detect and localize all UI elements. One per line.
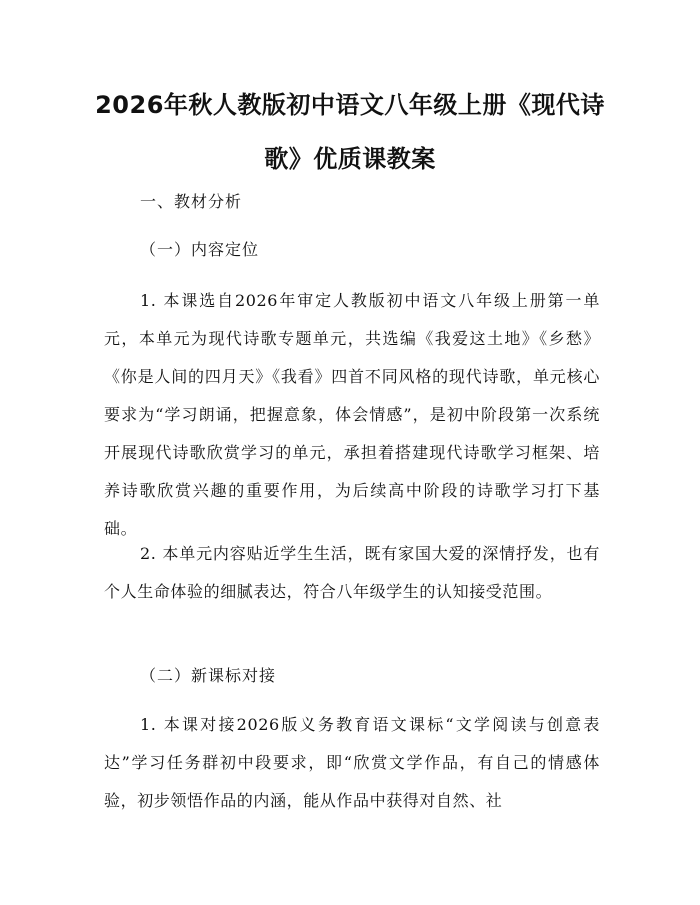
- subsection-heading-content-positioning: （一）内容定位: [140, 240, 260, 259]
- paragraph-content-positioning-2: 2. 本单元内容贴近学生生活，既有家国大爱的深情抒发，也有个人生命体验的细腻表达，符合八年级学生的认知接受范围。: [104, 544, 600, 601]
- section-heading-textbook-analysis: 一、教材分析: [140, 192, 243, 211]
- paragraph-content-positioning-1: 1. 本课选自2026年审定人教版初中语文八年级上册第一单元，本单元为现代诗歌专题单元，共选编《我爱这土地》《乡愁》《你是人间的四月天》《我看》四首不同风格的现代诗歌，单元核心要求为“学习朗诵，把握意象，体会情感”，是初中阶段第一次系统开展现代诗歌欣赏学习的单元，承担着搭建现代诗歌学习框架、培养诗歌欣赏兴趣的重要作用，为后续高中阶段的诗歌学习打下基础。: [104, 291, 600, 538]
- document-title: 2026年秋人教版初中语文八年级上册《现代诗歌》优质课教案: [95, 91, 605, 173]
- subsection-heading-curriculum-alignment: （二）新课标对接: [140, 666, 277, 685]
- paragraph-curriculum-alignment-1: 1. 本课对接2026版义务教育语文课标“文学阅读与创意表达”学习任务群初中段要求，即“欣赏文学作品，有自己的情感体验，初步领悟作品的内涵，能从作品中获得对自然、社: [104, 715, 600, 810]
